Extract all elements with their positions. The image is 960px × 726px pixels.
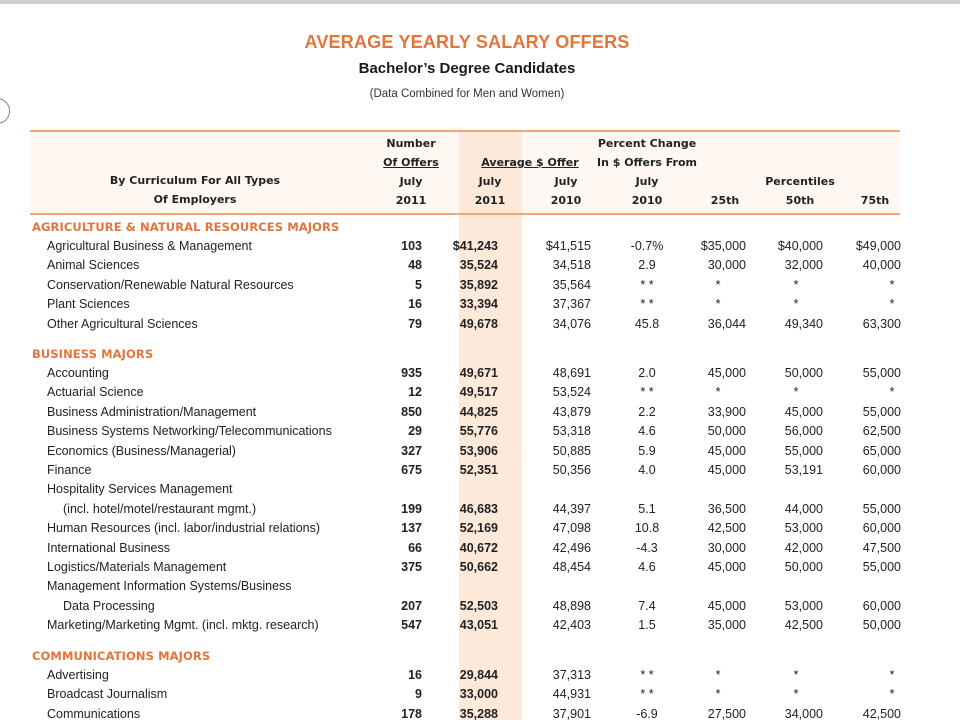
section-heading: BUSINESS MAJORS: [32, 347, 154, 361]
row-name: Other Agricultural Sciences: [47, 316, 198, 331]
header-average-2010-line2: 2010: [550, 194, 582, 207]
percentile-25: 42,500: [707, 521, 746, 536]
average-2010: 53,524: [552, 385, 591, 400]
offers-count: 16: [408, 668, 422, 682]
table-row: [0, 424, 960, 444]
offers-count: 48: [408, 258, 422, 273]
percentile-25: 30,000: [707, 540, 746, 555]
row-name: Economics (Business/Managerial): [47, 443, 236, 458]
average-2011: 52,169: [459, 521, 498, 536]
percent-change: 2.2: [638, 404, 656, 419]
average-2010: 37,313: [552, 668, 591, 682]
offers-count: 29: [408, 424, 422, 439]
table-row: [0, 502, 960, 522]
row-name: Conservation/Renewable Natural Resources: [47, 277, 294, 292]
percentile-25: *: [715, 687, 721, 702]
header-curriculum-line1: By Curriculum For All Types: [109, 174, 281, 187]
average-2010: 42,496: [552, 540, 591, 555]
header-average-offer: Average $ Offer: [481, 156, 579, 169]
percent-change: 4.6: [638, 424, 656, 439]
percentile-25: 45,000: [707, 443, 746, 458]
average-2010: 48,898: [552, 598, 591, 613]
section-heading: AGRICULTURE & NATURAL RESOURCES MAJORS: [32, 220, 340, 234]
table-row: [0, 239, 960, 259]
page-title: AVERAGE YEARLY SALARY OFFERS: [304, 32, 630, 52]
row-name: Human Resources (incl. labor/industrial relations): [47, 521, 321, 536]
percentile-25: *: [715, 297, 721, 312]
percent-change: 2.9: [638, 258, 656, 273]
table-row: [0, 541, 960, 561]
header-number-line3: July: [399, 175, 423, 188]
offers-count: 207: [401, 598, 422, 613]
percentile-75: *: [889, 687, 895, 702]
row-name: Actuarial Science: [47, 385, 144, 400]
percentile-25: *: [715, 385, 721, 400]
percentile-75: 42,500: [862, 706, 901, 721]
percentile-50: *: [793, 297, 799, 312]
percentile-25: 35,000: [707, 618, 746, 633]
percentile-50: *: [793, 277, 799, 292]
percentile-75: 55,000: [862, 404, 901, 419]
offers-count: 199: [401, 501, 422, 516]
average-2010: 48,454: [552, 560, 591, 574]
percent-change: 4.0: [638, 463, 656, 477]
percentile-75: 55,000: [862, 560, 901, 574]
average-2011: 49,671: [459, 366, 498, 380]
percentile-50: 53,191: [784, 463, 823, 477]
percentile-50: 56,000: [784, 424, 823, 439]
percentile-75: *: [889, 297, 895, 312]
header-percentiles: Percentiles: [765, 175, 835, 188]
percentile-50: 50,000: [784, 366, 823, 380]
row-name: Management Information Systems/Business: [47, 579, 292, 594]
percent-change: 1.5: [638, 618, 656, 633]
percentile-50: $40,000: [777, 239, 823, 253]
header-number-line1: Number: [386, 137, 436, 150]
average-2010: 44,397: [552, 501, 591, 516]
percentile-50: 49,340: [784, 316, 823, 331]
percentile-75: 40,000: [862, 258, 901, 273]
percentile-75: 55,000: [862, 501, 901, 516]
header-curriculum: [90, 171, 300, 209]
average-2010: 50,885: [552, 443, 591, 458]
average-2010: $41,515: [545, 239, 591, 253]
average-2011: 49,517: [459, 385, 498, 400]
row-name: Accounting: [47, 366, 109, 380]
average-2010: 37,367: [552, 297, 591, 312]
percentile-25: *: [715, 668, 721, 682]
percent-change: * *: [640, 687, 654, 702]
percentile-50: 42,000: [784, 540, 823, 555]
percentile-75: 63,300: [862, 316, 901, 331]
top-border: [0, 0, 960, 4]
percentile-25: 36,500: [707, 501, 746, 516]
row-name: Business Systems Networking/Telecommunications: [47, 424, 332, 439]
row-name: Animal Sciences: [47, 258, 140, 273]
page-edge-marker: [0, 98, 10, 124]
header-percent-line4: 2010: [631, 194, 663, 207]
percentile-25: 36,044: [707, 316, 746, 331]
percent-change: -6.9: [636, 706, 658, 721]
average-2010: 42,403: [552, 618, 591, 633]
average-2010: 44,931: [552, 687, 591, 702]
percentile-75: *: [889, 668, 895, 682]
row-name: Logistics/Materials Management: [47, 560, 227, 574]
percent-change: 10.8: [634, 521, 660, 536]
percentile-50: 34,000: [784, 706, 823, 721]
average-2011: 35,892: [459, 277, 498, 292]
average-2010: 48,691: [552, 366, 591, 380]
percentile-25: 27,500: [707, 706, 746, 721]
percentile-75: *: [889, 385, 895, 400]
average-2011: 53,906: [459, 443, 498, 458]
average-2010: 53,318: [552, 424, 591, 439]
header-top-rule: [30, 130, 900, 132]
page-subtitle: Bachelor’s Degree Candidates: [358, 60, 576, 77]
percentile-75: 55,000: [862, 366, 901, 380]
average-2011: 43,051: [459, 618, 498, 633]
percentile-50: 44,000: [784, 501, 823, 516]
offers-count: 178: [401, 706, 422, 721]
percent-change: 45.8: [634, 316, 660, 331]
percentile-75: *: [889, 277, 895, 292]
average-2010: 50,356: [552, 463, 591, 477]
percentile-25: 30,000: [707, 258, 746, 273]
table-row: [0, 366, 960, 386]
average-2010: 43,879: [552, 404, 591, 419]
percentile-50: 55,000: [784, 443, 823, 458]
percent-change: -0.7%: [630, 239, 664, 253]
row-name: Data Processing: [63, 598, 155, 613]
table-row: [0, 278, 960, 298]
table-row: [0, 599, 960, 619]
offers-count: 137: [401, 521, 422, 536]
offers-count: 850: [401, 404, 422, 419]
average-2011: 49,678: [459, 316, 498, 331]
table-row: [0, 463, 960, 483]
percentile-50: *: [793, 668, 799, 682]
average-2011: 33,000: [459, 687, 498, 702]
percent-change: 4.6: [638, 560, 656, 574]
table-row: [0, 579, 960, 599]
header-percent-line1: Percent Change: [597, 137, 697, 150]
percentile-50: *: [793, 385, 799, 400]
offers-count: 5: [415, 277, 422, 292]
header-average-2011-line1: July: [478, 175, 502, 188]
offers-count: 16: [408, 297, 422, 312]
table-row: [0, 521, 960, 541]
header-average-2010: [536, 172, 596, 210]
table-row: [0, 687, 960, 707]
header-percent-line3: July: [635, 175, 659, 188]
header-number-offers: [372, 134, 450, 210]
table-row: [0, 707, 960, 726]
average-2010: 37,901: [552, 706, 591, 721]
offers-count: 547: [401, 618, 422, 633]
header-number-line2: Of Offers: [383, 156, 439, 169]
percentile-75: 60,000: [862, 598, 901, 613]
percentile-25: 45,000: [707, 560, 746, 574]
header-p25: 25th: [710, 194, 740, 207]
table-row: [0, 385, 960, 405]
table-row: [0, 405, 960, 425]
average-2011: 52,503: [459, 598, 498, 613]
average-2010: 34,518: [552, 258, 591, 273]
percentile-50: 42,500: [784, 618, 823, 633]
average-2010: 34,076: [552, 316, 591, 331]
average-2011: 40,672: [459, 540, 498, 555]
average-2011: 33,394: [459, 297, 498, 312]
header-average-2011-line2: 2011: [474, 194, 506, 207]
percent-change: 2.0: [638, 366, 656, 380]
offers-count: 66: [408, 540, 422, 555]
average-2011: 44,825: [459, 404, 498, 419]
offers-count: 935: [401, 366, 422, 380]
table-row: [0, 668, 960, 688]
average-2011: 52,351: [459, 463, 498, 477]
percentile-75: 47,500: [862, 540, 901, 555]
offers-count: 675: [401, 463, 422, 477]
percentile-75: 60,000: [862, 463, 901, 477]
offers-count: 327: [401, 443, 422, 458]
percentile-50: *: [793, 687, 799, 702]
header-number-line4: 2011: [395, 194, 427, 207]
table-row: [0, 482, 960, 502]
average-2011: 35,288: [459, 706, 498, 721]
percentile-25: 50,000: [707, 424, 746, 439]
row-name: Hospitality Services Management: [47, 482, 233, 497]
percentile-50: 53,000: [784, 598, 823, 613]
average-2011: 55,776: [459, 424, 498, 439]
percentile-75: $49,000: [855, 239, 901, 253]
offers-count: 9: [415, 687, 422, 702]
percent-change: * *: [640, 297, 654, 312]
header-average-2010-line1: July: [554, 175, 578, 188]
percent-change: 7.4: [638, 598, 656, 613]
percentile-50: 45,000: [784, 404, 823, 419]
average-2011: 46,683: [459, 501, 498, 516]
percent-change: * *: [640, 277, 654, 292]
header-percent-line2: In $ Offers From: [596, 156, 697, 169]
page-note: (Data Combined for Men and Women): [369, 88, 565, 100]
row-name: Advertising: [47, 668, 109, 682]
row-name: Marketing/Marketing Mgmt. (incl. mktg. research): [47, 618, 319, 633]
percentile-50: 32,000: [784, 258, 823, 273]
offers-count: 375: [401, 560, 422, 574]
percentile-25: *: [715, 277, 721, 292]
row-name: Plant Sciences: [47, 297, 130, 312]
header-percent-change: [592, 134, 702, 210]
offers-count: 12: [408, 385, 422, 400]
percentile-50: 53,000: [784, 521, 823, 536]
percent-change: * *: [640, 385, 654, 400]
table-row: [0, 258, 960, 278]
percentile-25: $35,000: [700, 239, 746, 253]
row-name: Broadcast Journalism: [47, 687, 168, 702]
percentile-75: 65,000: [862, 443, 901, 458]
average-2011: $41,243: [452, 239, 498, 253]
row-name: (incl. hotel/motel/restaurant mgmt.): [63, 501, 257, 516]
average-2011: 35,524: [459, 258, 498, 273]
percentile-50: 50,000: [784, 560, 823, 574]
percentile-25: 45,000: [707, 463, 746, 477]
table-row: [0, 317, 960, 337]
average-2010: 47,098: [552, 521, 591, 536]
average-2011: 29,844: [459, 668, 498, 682]
header-average-2011: [460, 172, 520, 210]
table-row: [0, 560, 960, 580]
row-name: Finance: [47, 463, 92, 477]
percentile-75: 50,000: [862, 618, 901, 633]
row-name: International Business: [47, 540, 170, 555]
table-row: [0, 618, 960, 638]
section-heading: COMMUNICATIONS MAJORS: [32, 649, 211, 663]
percent-change: * *: [640, 668, 654, 682]
percent-change: -4.3: [636, 540, 658, 555]
percentile-75: 62,500: [862, 424, 901, 439]
row-name: Business Administration/Management: [47, 404, 257, 419]
percent-change: 5.1: [638, 501, 656, 516]
average-2010: 35,564: [552, 277, 591, 292]
offers-count: 79: [408, 316, 422, 331]
header-curriculum-line2: Of Employers: [153, 193, 237, 206]
table-row: [0, 297, 960, 317]
percent-change: 5.9: [638, 443, 656, 458]
percentile-75: 60,000: [862, 521, 901, 536]
offers-count: 103: [401, 239, 422, 253]
header-p75: 75th: [860, 194, 890, 207]
header-bottom-rule: [30, 213, 900, 215]
percentile-25: 33,900: [707, 404, 746, 419]
percentile-25: 45,000: [707, 598, 746, 613]
header-p50: 50th: [785, 194, 815, 207]
percentile-25: 45,000: [707, 366, 746, 380]
table-row: [0, 444, 960, 464]
row-name: Agricultural Business & Management: [47, 239, 252, 253]
row-name: Communications: [47, 706, 141, 721]
average-2011: 50,662: [459, 560, 498, 574]
